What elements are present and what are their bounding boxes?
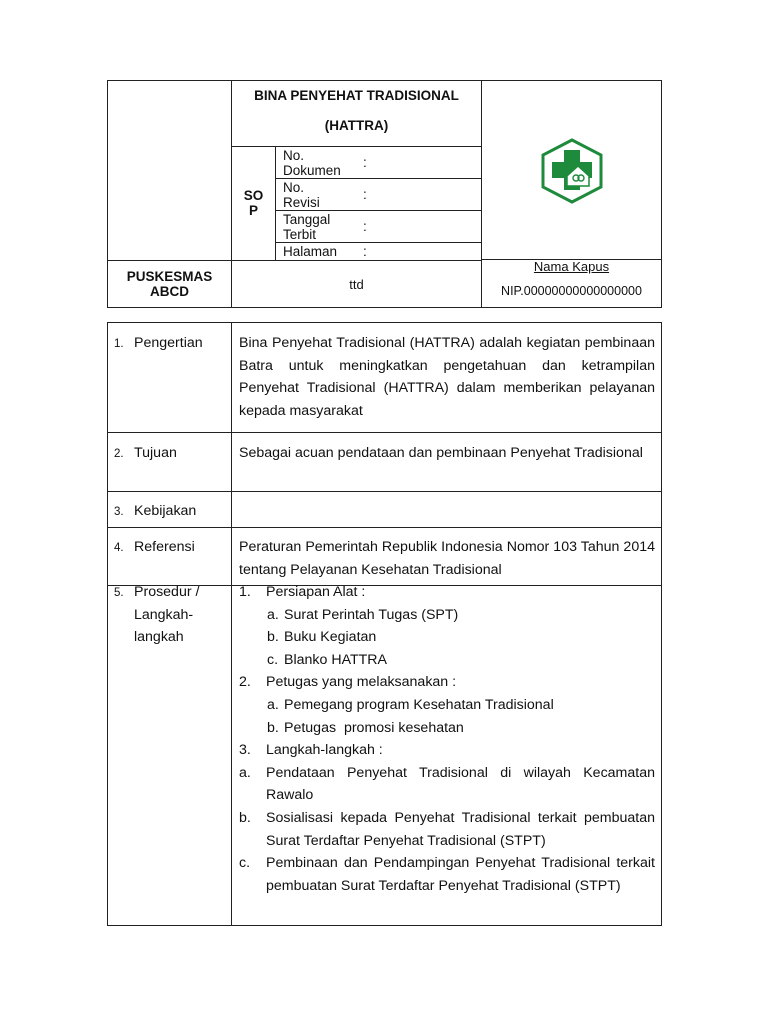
section-text-tujuan: Sebagai acuan pendataan dan pembinaan Penyehat Tradisional (239, 445, 643, 461)
subitem-text: Pendataan Penyehat Tradisional di wilayah Kecamatan Rawalo (266, 764, 655, 804)
section-label-referensi: Referensi (134, 539, 195, 555)
subitem-marker: c. (267, 651, 279, 668)
procedure-subitem (239, 604, 655, 627)
procedure-step (239, 581, 655, 604)
field-line-1 (275, 178, 482, 179)
section-number: 2. (114, 448, 124, 460)
subitem-marker: a. (267, 696, 279, 713)
subitem-marker: a. (239, 764, 251, 781)
step-text: Petugas yang melaksanakan : (266, 674, 457, 691)
subitem-marker: c. (239, 855, 251, 872)
field-halaman-label: Halaman (283, 244, 338, 259)
sop-label-part1: SO (243, 188, 264, 203)
field-tanggal-terbit-label: Tanggal Terbit (283, 212, 331, 242)
subitem-text: Pembinaan dan Pendampingan Penyehat Tradisional terkait pembuatan Surat Terdaftar Penyehat Tradisional (STPT) (266, 855, 655, 894)
sop-label-part2: P (248, 203, 258, 218)
row-divider-1 (107, 432, 662, 433)
subitem-marker: a. (267, 606, 279, 623)
procedure-subitem (239, 649, 655, 672)
sop-label (232, 188, 275, 218)
field-no-dokumen-colon: : (363, 155, 367, 170)
field-line-3 (275, 242, 482, 243)
title-bottom-line (231, 146, 482, 147)
procedure-subitem (239, 807, 655, 852)
document-title-line1: BINA PENYEHAT TRADISIONAL (254, 88, 459, 103)
step-text: Persiapan Alat : (266, 584, 366, 600)
procedure-list (239, 581, 655, 897)
section-number: 1. (114, 338, 124, 350)
section-number: 3. (114, 506, 124, 518)
subitem-marker: b. (267, 719, 279, 736)
subitem-marker: b. (267, 629, 279, 646)
subitem-text: Blanko HATTRA (284, 651, 388, 668)
section-text-referensi: Peraturan Pemerintah Republik Indonesia Nomor 103 Tahun 2014 tentang Pelayanan Kesehatan Tradisional (239, 539, 655, 578)
row-divider-2 (107, 491, 662, 492)
signature-text: ttd (349, 277, 364, 292)
section-label-tujuan: Tujuan (134, 445, 177, 461)
section-label-prosedur: Prosedur / Langkah- langkah (134, 584, 200, 646)
section-label-kebijakan: Kebijakan (134, 503, 197, 519)
procedure-subitem (239, 717, 655, 740)
header-mid-line-left (107, 260, 482, 261)
section-text-pengertian: Bina Penyehat Tradisional (HATTRA) adalah kegiatan pembinaan Batra untuk meningkatkan pengetahuan dan ketrampilan Penyehat Tradisional (HATTRA) dalam memberikan pelayanan kepada masyarakat (239, 335, 655, 419)
step-marker: 1. (239, 584, 251, 600)
row-divider-3 (107, 527, 662, 528)
procedure-subitem (239, 626, 655, 649)
field-halaman-colon: : (363, 244, 367, 259)
procedure-step (239, 739, 655, 762)
procedure-subitem (239, 694, 655, 717)
step-marker: 3. (239, 742, 251, 759)
subitem-marker: b. (239, 809, 251, 826)
subitem-text: Petugas promosi kesehatan (284, 719, 464, 736)
organization-name: PUSKESMAS ABCD (126, 269, 213, 299)
step-marker: 2. (239, 674, 251, 691)
subitem-text: Sosialisasi kepada Penyehat Tradisional terkait pembuatan Surat Terdaftar Penyehat Tradisional (STPT) (266, 809, 655, 849)
section-number: 4. (114, 542, 124, 554)
section-number: 5. (114, 587, 124, 599)
field-tanggal-terbit-colon: : (363, 219, 367, 234)
field-no-revisi-label: No. Revisi (283, 180, 320, 210)
document-title-line2: (HATTRA) (324, 118, 389, 133)
head-name: Nama Kapus (533, 259, 610, 274)
procedure-subitem (239, 762, 655, 807)
section-label-pengertian: Pengertian (134, 335, 203, 351)
puskesmas-logo-icon (540, 138, 604, 204)
subitem-text: Pemegang program Kesehatan Tradisional (284, 696, 554, 713)
body-label-divider (231, 322, 232, 926)
head-nip: NIP.00000000000000000 (501, 284, 642, 298)
field-line-2 (275, 210, 482, 211)
field-no-revisi-colon: : (363, 187, 367, 202)
procedure-step (239, 671, 655, 694)
subitem-text: Surat Perintah Tugas (SPT) (284, 606, 459, 623)
step-text: Langkah-langkah : (266, 742, 383, 759)
field-no-dokumen-label: No. Dokumen (283, 148, 341, 178)
procedure-subitem (239, 852, 655, 897)
subitem-text: Buku Kegiatan (284, 629, 377, 646)
